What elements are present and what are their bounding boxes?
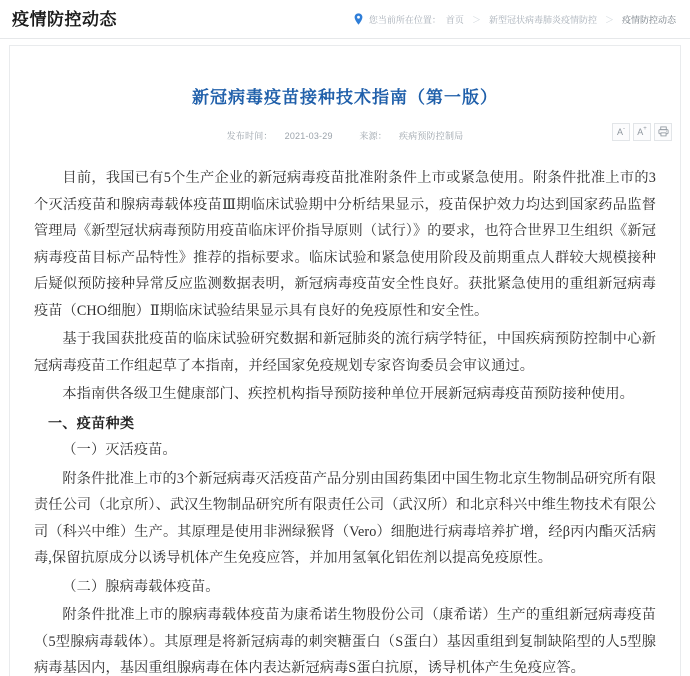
article-body (10, 149, 680, 676)
site-header (0, 0, 690, 38)
print-button[interactable] (654, 123, 672, 141)
body-paragraph: 目前，我国已有5个生产企业的新冠病毒疫苗批准附条件上市或紧急使用。附条件批准上市的3个灭活疫苗和腺病毒载体疫苗Ⅲ期临床试验期中分析结果显示，疫苗保护效力均达到国家药品监督管理局《新型冠状病毒预防用疫苗临床评价指导原则（试行）》的要求，也符合世界卫生组织《新冠病毒疫苗目标产品特性》推荐的指标要求。临床试验和紧急使用阶段及前期重点人群较大规模接种后疑似预防接种异常反应监测数据表明，新冠病毒疫苗安全性良好。获批紧急使用的重组新冠病毒疫苗（CHO细胞）Ⅱ期临床试验结果显示具有良好的免疫原性和安全性。 (34, 170, 656, 319)
font-increase-label: A (637, 126, 644, 137)
body-paragraph: 基于我国获批疫苗的临床试验研究数据和新冠肺炎的流行病学特征，中国疾病预防控制中心新冠病毒疫苗工作组起草了本指南，并经国家免疫规划专家咨询委员会审议通过。 (34, 331, 656, 374)
font-increase-sup: + (643, 126, 647, 133)
breadcrumb (354, 13, 676, 26)
body-paragraph: 本指南供各级卫生健康部门、疾控机构指导预防接种单位开展新冠病毒疫苗预防接种使用。 (62, 386, 634, 403)
location-pin-icon (354, 13, 363, 25)
channel-title: 疫情防控动态 (12, 9, 117, 29)
font-increase-button[interactable] (633, 123, 651, 141)
breadcrumb-separator-2: ＞ (604, 14, 614, 25)
subsection-heading: （一）灭活疫苗。 (62, 442, 177, 459)
body-paragraph: 附条件批准上市的3个新冠病毒灭活疫苗产品分别由国药集团中国生物北京生物制品研究所有限责任公司（北京所）、武汉生物制品研究所有限责任公司（武汉所）和北京科兴中维生物技术有限公司（科兴中维）生产。其原理是使用非洲绿猴肾（Vero）细胞进行病毒培养扩增，经β丙内酯灭活病毒,保留抗原成分以诱导机体产生免疫应答，并加用氢氧化铝佐剂以提高免疫原性。 (34, 470, 656, 567)
article-source (353, 131, 469, 141)
breadcrumb-current: 疫情防控动态 (621, 14, 676, 25)
font-decrease-label: A (616, 126, 623, 137)
subsection-heading: （二）腺病毒载体疫苗。 (62, 578, 220, 595)
article-card (9, 45, 681, 676)
section-heading: 一、疫苗种类 (48, 414, 135, 431)
article-meta (10, 123, 680, 142)
article-toolbar (612, 123, 672, 141)
article-meta-row (10, 123, 680, 149)
breadcrumb-separator-1: ＞ (471, 14, 481, 25)
publish-time-label: 发布时间： (226, 131, 273, 142)
source-label: 来源： (359, 131, 387, 142)
font-decrease-button[interactable] (612, 123, 630, 141)
article-title: 新冠病毒疫苗接种技术指南（第一版） (192, 88, 498, 108)
font-decrease-sup: - (623, 126, 625, 133)
header-divider (0, 38, 690, 39)
body-paragraph: 附条件批准上市的腺病毒载体疫苗为康希诺生物股份公司（康希诺）生产的重组新冠病毒疫苗（5型腺病毒载体）。其原理是将新冠病毒的刺突糖蛋白（S蛋白）基因重组到复制缺陷型的人5型腺病毒基因内，基因重组腺病毒在体内表达新冠病毒S蛋白抗原，诱导机体产生免疫应答。 (34, 607, 656, 676)
breadcrumb-section-link[interactable]: 新型冠状病毒肺炎疫情防控 (488, 14, 597, 25)
publish-time-value: 2021-03-29 (284, 131, 333, 142)
source-value: 疾病预防控制局 (398, 131, 464, 142)
printer-icon (658, 126, 669, 139)
breadcrumb-location-label: 您当前所在位置： (368, 14, 441, 25)
breadcrumb-home-link[interactable]: 首页 (445, 14, 464, 25)
publish-time (221, 131, 339, 141)
